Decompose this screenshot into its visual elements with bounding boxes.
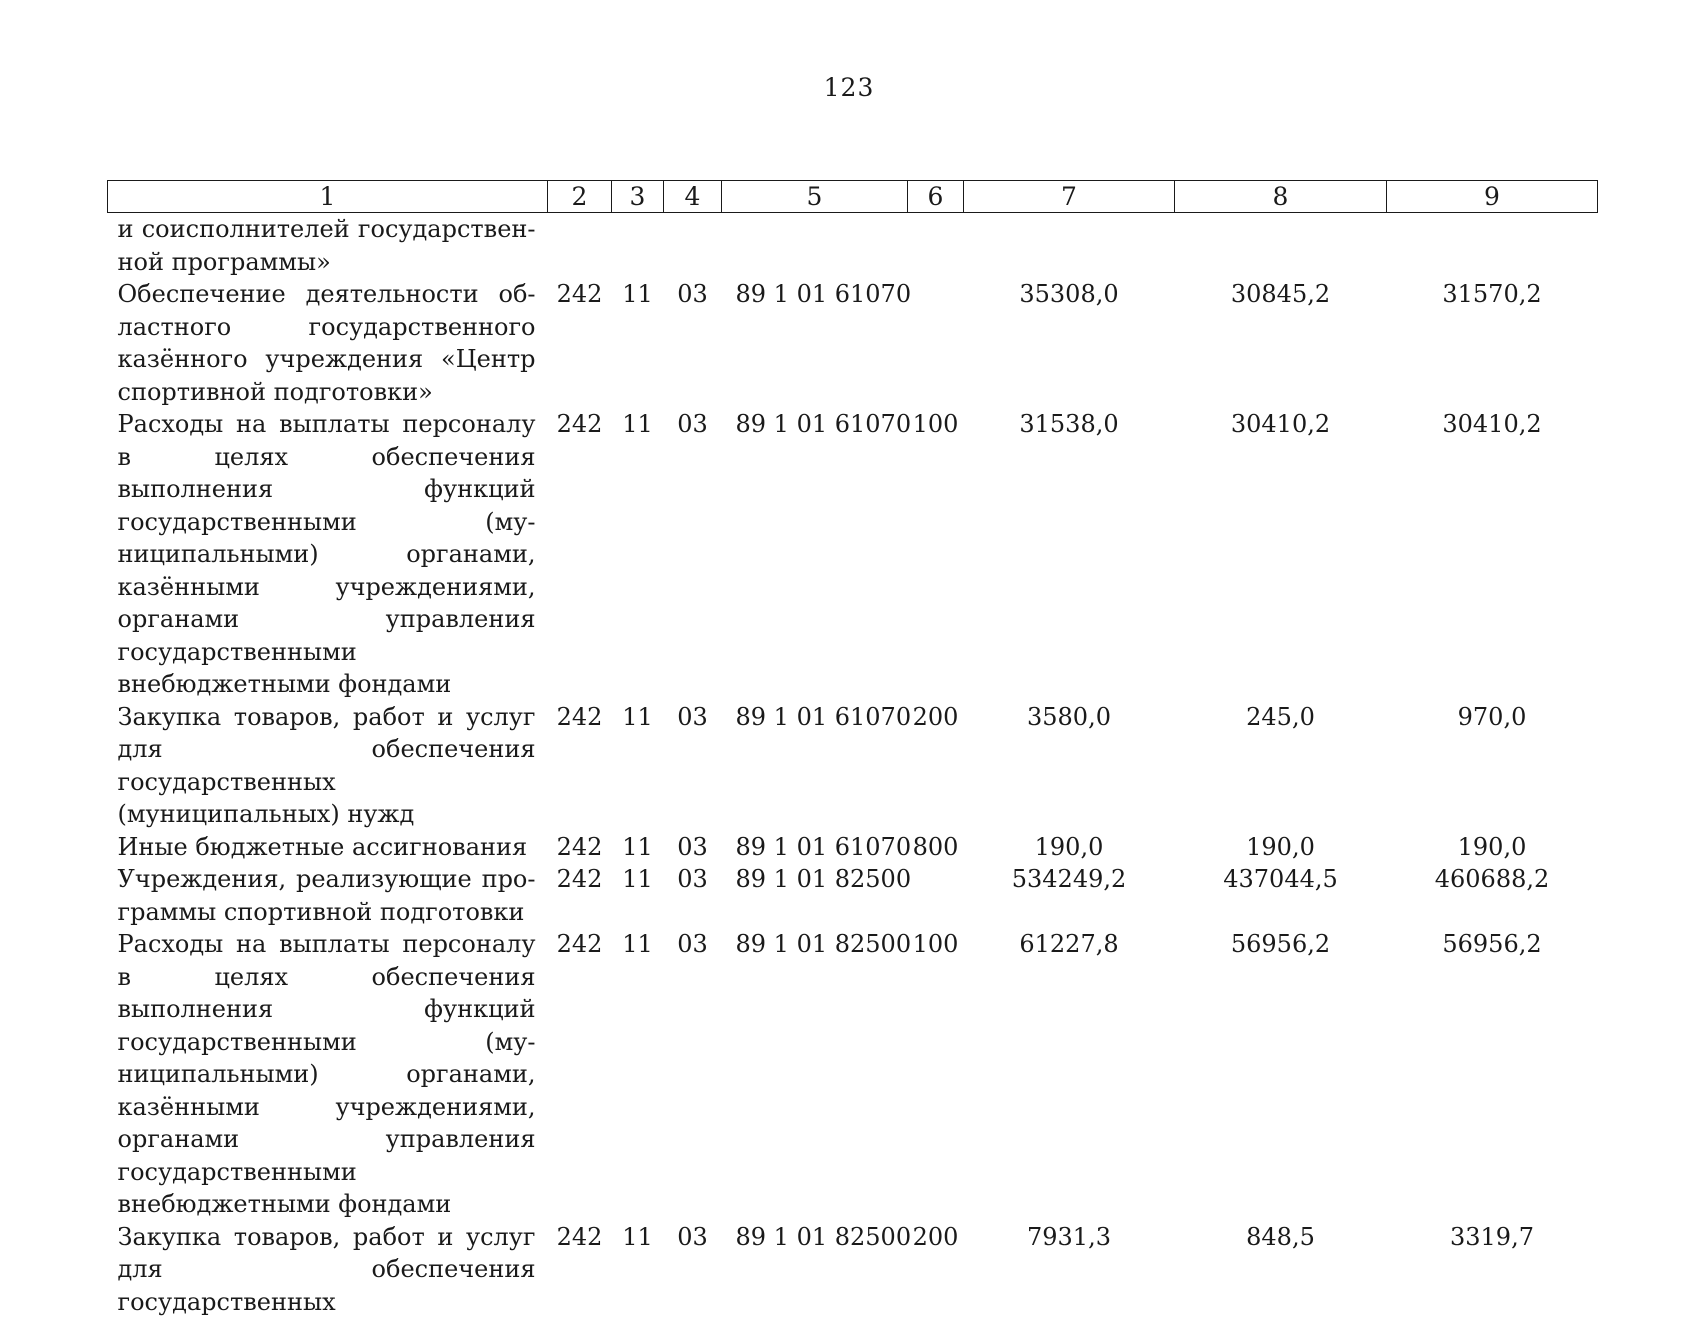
table-row: [108, 1221, 1598, 1318]
cell-amount-col9: 30410,2: [1387, 408, 1598, 701]
cell-expense-type: 100: [908, 928, 964, 1221]
cell-amount-col9: [1387, 213, 1598, 279]
cell-amount-col7: 61227,8: [964, 928, 1175, 1221]
cell-amount-col9: 190,0: [1387, 831, 1598, 864]
cell-amount-col9: 970,0: [1387, 701, 1598, 831]
cell-amount-col8: 56956,2: [1175, 928, 1387, 1221]
cell-expense-type: 200: [908, 701, 964, 831]
cell-subsection: 03: [664, 831, 722, 864]
cell-amount-col7: 35308,0: [964, 278, 1175, 408]
column-header: 7: [964, 181, 1175, 213]
row-description: Расходы на выплаты персоналу в целях обеспечения выполнения функций государственными (муниципальными) органами, казёнными учреждениями, органами управления государственными внебюджетными фондами: [108, 928, 548, 1221]
column-header: 5: [722, 181, 908, 213]
table-row: [108, 278, 1598, 408]
cell-section: 11: [612, 1221, 664, 1318]
cell-amount-col9: 56956,2: [1387, 928, 1598, 1221]
cell-expense-type: [908, 863, 964, 928]
column-header: 9: [1387, 181, 1598, 213]
cell-subsection: 03: [664, 863, 722, 928]
cell-amount-col9: 460688,2: [1387, 863, 1598, 928]
cell-subsection: 03: [664, 701, 722, 831]
cell-ministry-code: [548, 213, 612, 279]
column-header: 2: [548, 181, 612, 213]
budget-table: [107, 180, 1598, 1318]
cell-amount-col8: 245,0: [1175, 701, 1387, 831]
table-row: [108, 701, 1598, 831]
cell-subsection: 03: [664, 928, 722, 1221]
cell-ministry-code: 242: [548, 831, 612, 864]
table-row: [108, 831, 1598, 864]
cell-amount-col8: 30410,2: [1175, 408, 1387, 701]
cell-target-article: 89 1 01 82500: [722, 863, 908, 928]
cell-target-article: 89 1 01 82500: [722, 928, 908, 1221]
cell-section: 11: [612, 831, 664, 864]
table-row: [108, 928, 1598, 1221]
cell-ministry-code: 242: [548, 701, 612, 831]
table-row: [108, 408, 1598, 701]
column-header: 4: [664, 181, 722, 213]
cell-amount-col8: 190,0: [1175, 831, 1387, 864]
row-description: Закупка товаров, работ и услуг для обеспечения государственных (муниципальных) нужд: [108, 701, 548, 831]
cell-section: 11: [612, 928, 664, 1221]
column-header: 1: [108, 181, 548, 213]
cell-amount-col7: 190,0: [964, 831, 1175, 864]
column-header: 8: [1175, 181, 1387, 213]
cell-target-article: 89 1 01 61070: [722, 831, 908, 864]
cell-expense-type: 200: [908, 1221, 964, 1318]
cell-ministry-code: 242: [548, 863, 612, 928]
row-description: Расходы на выплаты персоналу в целях обеспечения выполнения функций государственными (муниципальными) органами, казёнными учреждениями, органами управления государственными внебюджетными фондами: [108, 408, 548, 701]
cell-section: 11: [612, 701, 664, 831]
cell-target-article: 89 1 01 61070: [722, 701, 908, 831]
cell-ministry-code: 242: [548, 278, 612, 408]
cell-amount-col8: 30845,2: [1175, 278, 1387, 408]
cell-amount-col7: 7931,3: [964, 1221, 1175, 1318]
cell-expense-type: 800: [908, 831, 964, 864]
row-description: и соисполнителей государственной программы»: [108, 213, 548, 279]
header-row: [108, 181, 1598, 213]
row-description: Учреждения, реализующие программы спортивной подготовки: [108, 863, 548, 928]
cell-section: 11: [612, 278, 664, 408]
table-row: [108, 213, 1598, 279]
cell-target-article: 89 1 01 82500: [722, 1221, 908, 1318]
cell-expense-type: [908, 278, 964, 408]
cell-target-article: [722, 213, 908, 279]
cell-target-article: 89 1 01 61070: [722, 278, 908, 408]
cell-amount-col7: 534249,2: [964, 863, 1175, 928]
cell-subsection: [664, 213, 722, 279]
cell-amount-col7: 31538,0: [964, 408, 1175, 701]
row-description: Закупка товаров, работ и услуг для обеспечения государственных: [108, 1221, 548, 1318]
page-number: 123: [0, 74, 1698, 102]
cell-amount-col8: [1175, 213, 1387, 279]
cell-expense-type: [908, 213, 964, 279]
cell-ministry-code: 242: [548, 408, 612, 701]
row-description: Иные бюджетные ассигнования: [108, 831, 548, 864]
cell-ministry-code: 242: [548, 1221, 612, 1318]
cell-subsection: 03: [664, 278, 722, 408]
cell-expense-type: 100: [908, 408, 964, 701]
table-row: [108, 863, 1598, 928]
row-description: Обеспечение деятельности областного государственного казённого учреждения «Центр спортивной подготовки»: [108, 278, 548, 408]
cell-target-article: 89 1 01 61070: [722, 408, 908, 701]
cell-subsection: 03: [664, 408, 722, 701]
cell-amount-col8: 848,5: [1175, 1221, 1387, 1318]
cell-amount-col9: 3319,7: [1387, 1221, 1598, 1318]
column-header: 6: [908, 181, 964, 213]
cell-ministry-code: 242: [548, 928, 612, 1221]
cell-subsection: 03: [664, 1221, 722, 1318]
column-header: 3: [612, 181, 664, 213]
cell-amount-col9: 31570,2: [1387, 278, 1598, 408]
cell-amount-col8: 437044,5: [1175, 863, 1387, 928]
cell-amount-col7: 3580,0: [964, 701, 1175, 831]
cell-section: 11: [612, 408, 664, 701]
cell-section: [612, 213, 664, 279]
cell-section: 11: [612, 863, 664, 928]
cell-amount-col7: [964, 213, 1175, 279]
